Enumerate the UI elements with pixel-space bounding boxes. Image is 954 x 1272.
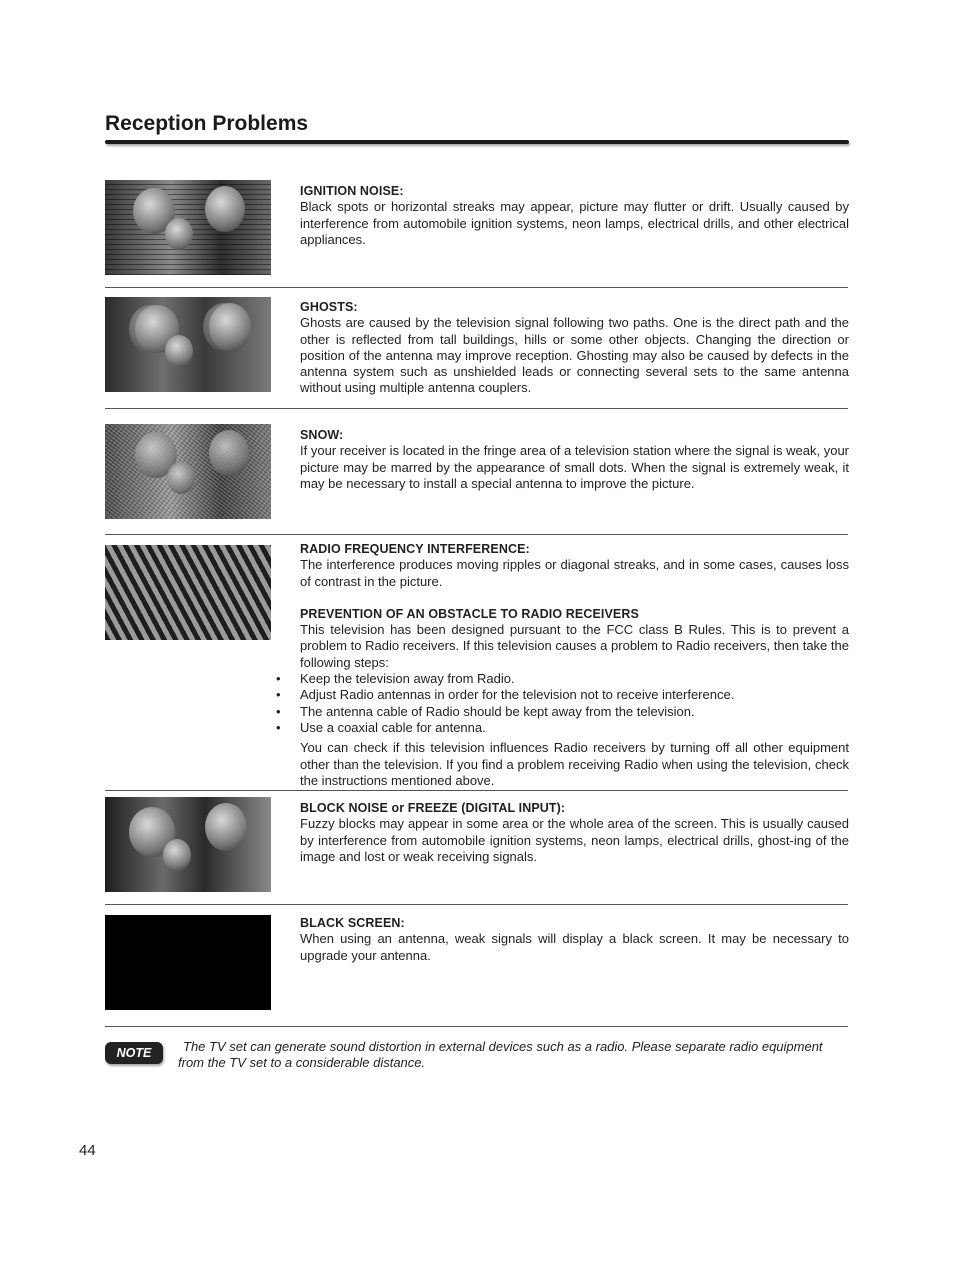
black-screen-image [105,915,271,1010]
page-number: 44 [79,1142,96,1159]
black-screen-heading: BLACK SCREEN: [300,916,405,930]
radio-frequency-interference-photo [105,545,271,640]
list-item: • Use a coaxial cable for antenna. [276,719,486,735]
bullet-icon: • [276,719,281,735]
snow-text: If your receiver is located in the fringe area of a television station where the signal is weak, your picture may be marred by the appearance of small dots. When the signal is extremely weak, it may be necessary to install a special antenna to improve the picture. [300,443,849,491]
prevention-heading: PREVENTION OF AN OBSTACLE TO RADIO RECEIVERS [300,606,639,621]
black-screen-text: When using an antenna, weak signals will display a black screen. It may be necessary to upgrade your antenna. [300,931,849,963]
page-title: Reception Problems [105,112,309,135]
block-noise-photo [105,797,271,892]
prevention-closing-text: You can check if this television influences Radio receivers by turning off all other equipment other than the television. If you find a problem receiving Radio when using the television, check the instructions mentioned above. [300,740,849,788]
snow-photo [105,424,271,519]
note-text: The TV set can generate sound distortion in external devices such as a radio. Please separate radio equipment from the TV set to a considerable distance. [178,1039,823,1071]
ghosts-photo [105,297,271,392]
section-divider [105,1026,848,1027]
list-item: • The antenna cable of Radio should be kept away from the television. [276,703,695,719]
section-divider [105,904,848,905]
bullet-icon: • [276,703,281,719]
block-noise-text: Fuzzy blocks may appear in some area or the whole area of the screen. This is usually caused by interference from automobile ignition systems, neon lamps, electrical drills, ghost-ing of the image and lost or weak receiving signals. [300,816,849,864]
ignition-noise-heading: IGNITION NOISE: [300,184,404,198]
section-divider [105,408,848,409]
block-noise-heading: BLOCK NOISE or FREEZE (DIGITAL INPUT): [300,801,566,815]
section-divider [105,287,848,288]
snow-heading: SNOW: [300,428,344,442]
rfi-text: The interference produces moving ripples or diagonal streaks, and in some cases, causes loss of contrast in the picture. [300,557,849,589]
ghosts-heading: GHOSTS: [300,300,358,314]
section-divider [105,790,848,791]
list-item: • Adjust Radio antennas in order for the television not to receive interference. [276,687,735,703]
prevention-steps-list [276,671,849,736]
ignition-noise-text: Black spots or horizontal streaks may appear, picture may flutter or drift. Usually caused by interference from automobile ignition systems, neon lamps, electrical drills, and other electrical appliances. [300,199,849,247]
section-divider [105,534,848,535]
ignition-noise-photo [105,180,271,275]
list-item: • Keep the television away from Radio. [276,671,515,687]
title-underline [105,140,849,144]
ghosts-text: Ghosts are caused by the television signal following two paths. One is the direct path and the other is reflected from tall buildings, hills or some other objects. Changing the direction or position of the antenna may improve reception. Ghosting may also be caused by defects in the antenna system such as unshielded leads or connecting several sets to the same antenna without using multiple antenna couplers. [300,315,849,396]
rfi-heading: RADIO FREQUENCY INTERFERENCE: [300,542,530,556]
note-badge: NOTE [105,1042,163,1064]
bullet-icon: • [276,671,281,687]
bullet-icon: • [276,687,281,703]
prevention-text: This television has been designed pursuant to the FCC class B Rules. This is to prevent a problem to Radio receivers. If this television causes a problem to Radio receivers, then take the following steps: [300,622,849,670]
